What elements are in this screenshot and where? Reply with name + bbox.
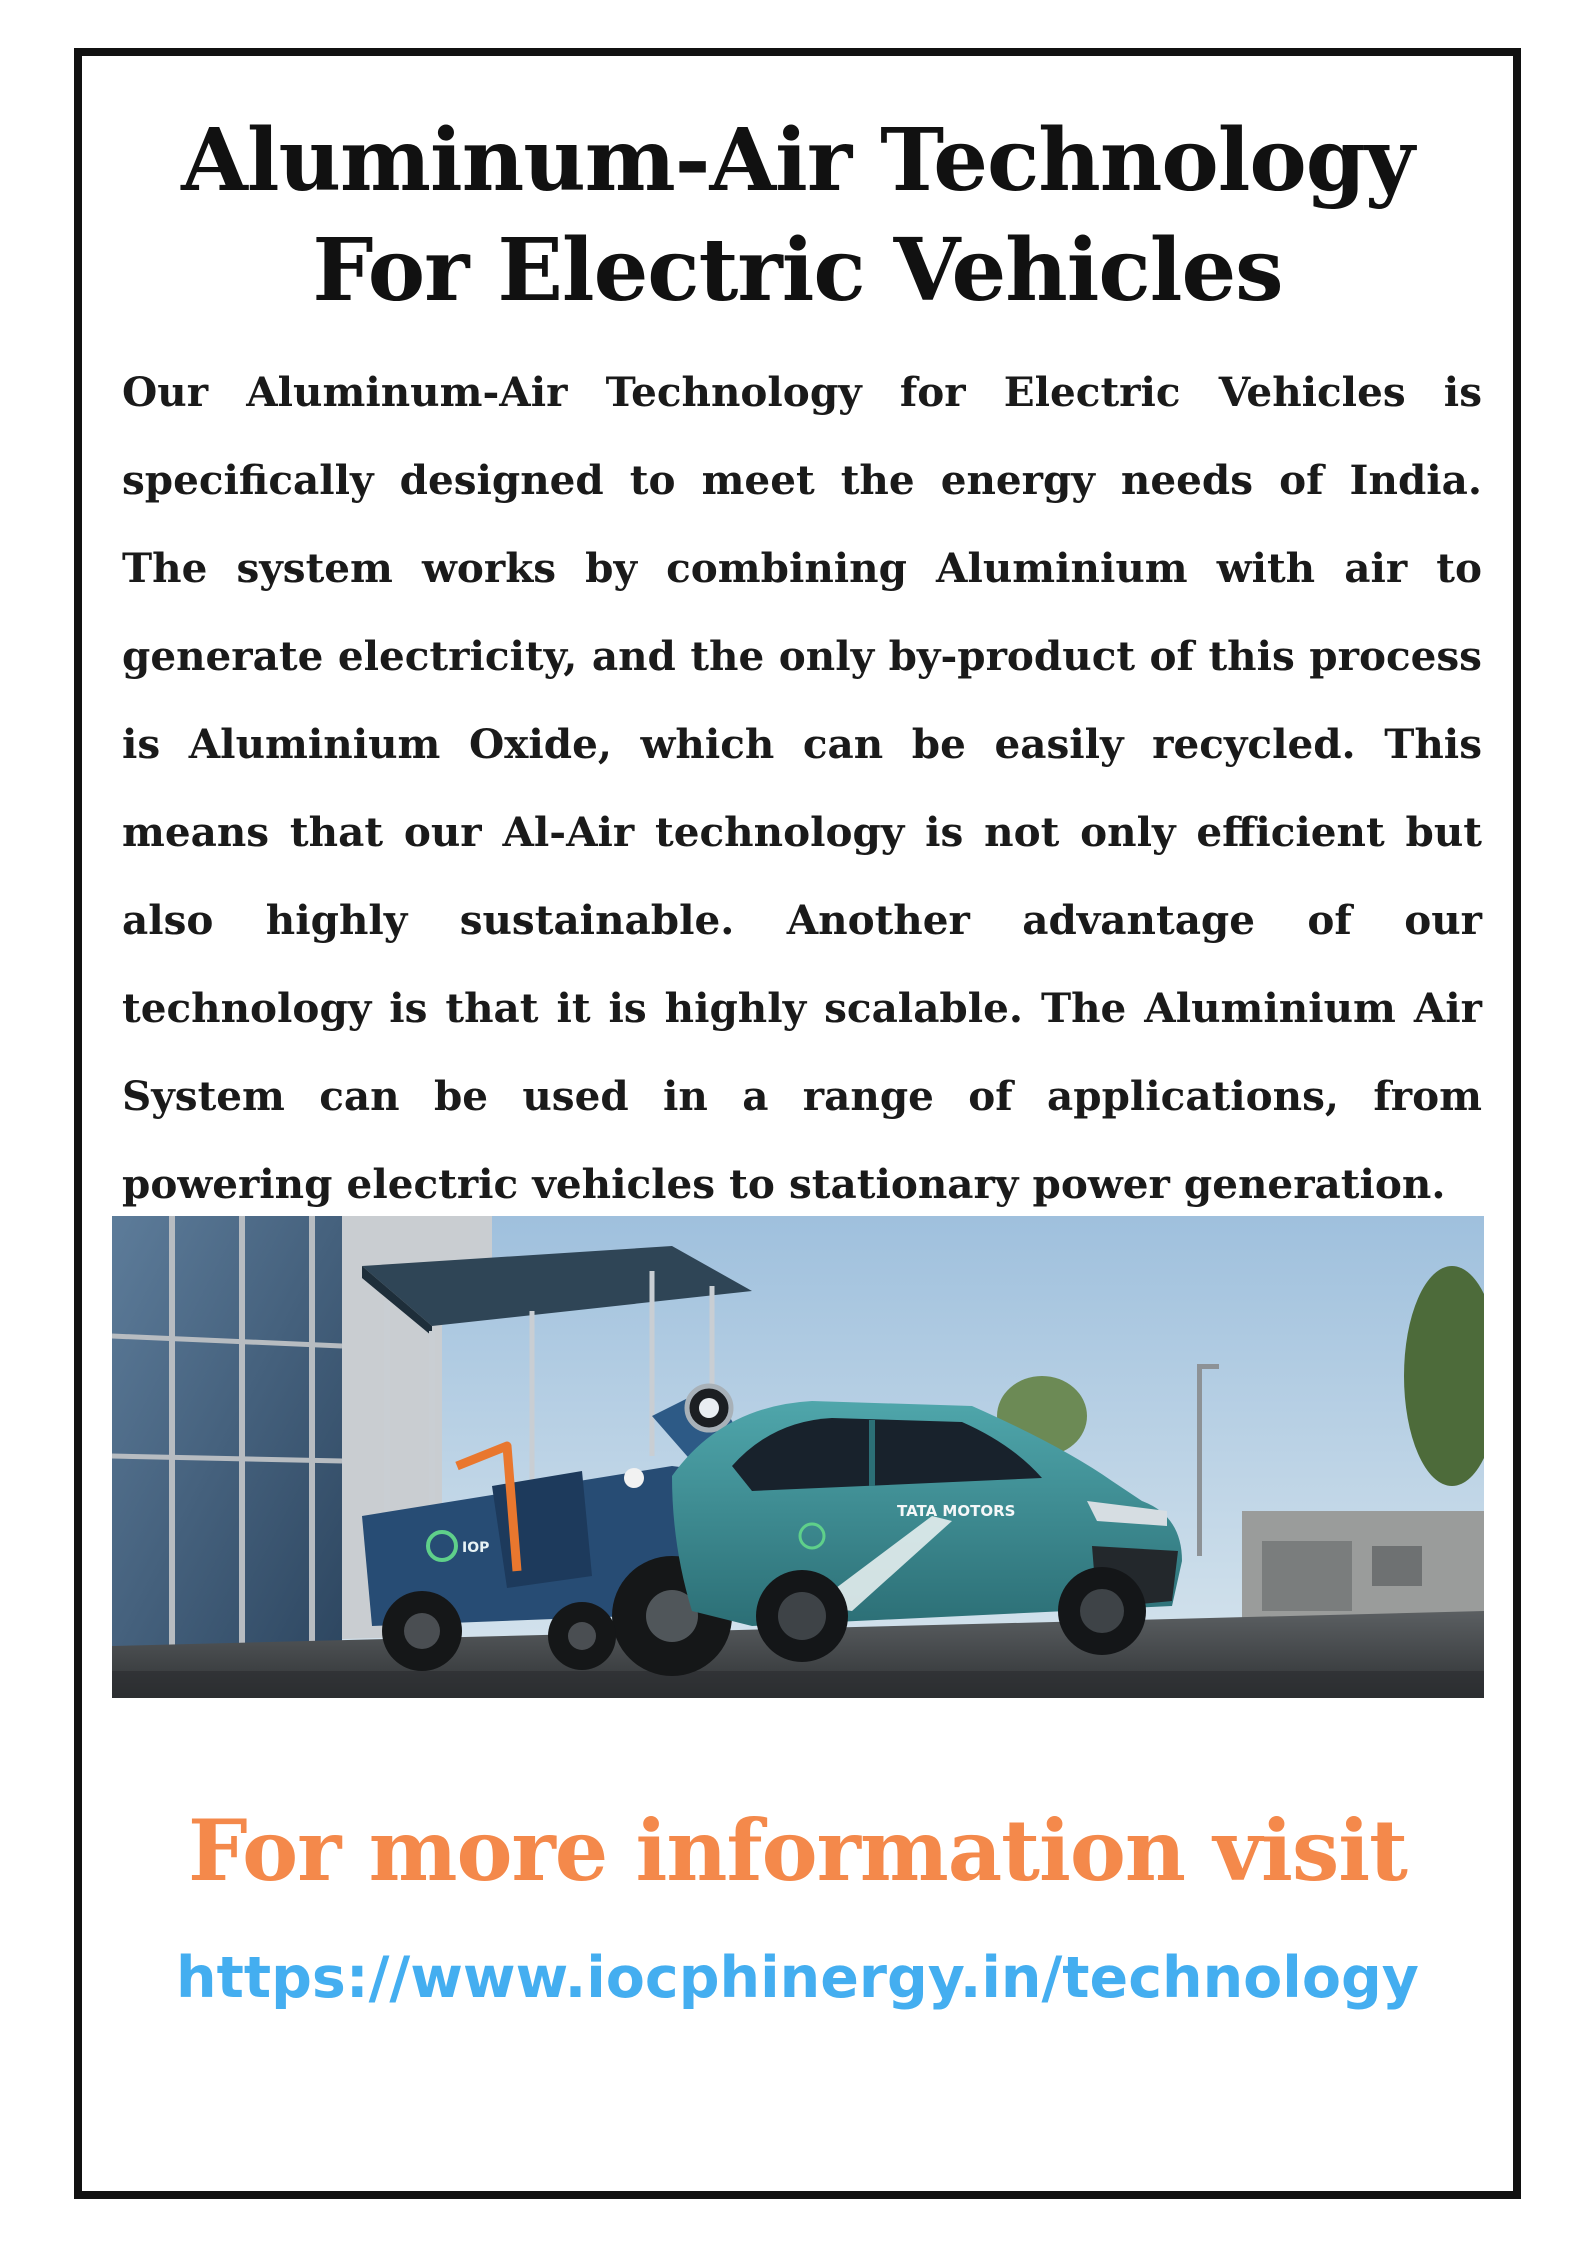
website-link[interactable]: https://www.iocphinergy.in/technology [176, 1945, 1419, 2011]
vehicles-photo [112, 1216, 1484, 1698]
cta-heading: For more information visit [188, 1801, 1407, 1900]
title-line-2: For Electric Vehicles [312, 220, 1283, 321]
body-paragraph: Our Aluminum-Air Technology for Electric Vehicles is specifically designed to meet the energy needs of India. The system works by combining Aluminium with air to generate electricity, and the only by-product of this process is Aluminium Oxide, which can be easily recycled. This means that our Al-Air technology is not only efficient but also highly sustainable. Another advantage of our technology is that it is highly scalable. The Aluminium Air System can be used in a range of applications, from powering electric vehicles to stationary power generation. [122, 368, 1482, 1208]
title-line-1: Aluminum-Air Technology [181, 110, 1414, 211]
page-title [82, 106, 1513, 326]
rickshaw-logo-text: IOP [462, 1540, 490, 1556]
page-frame [74, 48, 1521, 2199]
car-badge-text: TATA MOTORS [897, 1502, 1016, 1520]
